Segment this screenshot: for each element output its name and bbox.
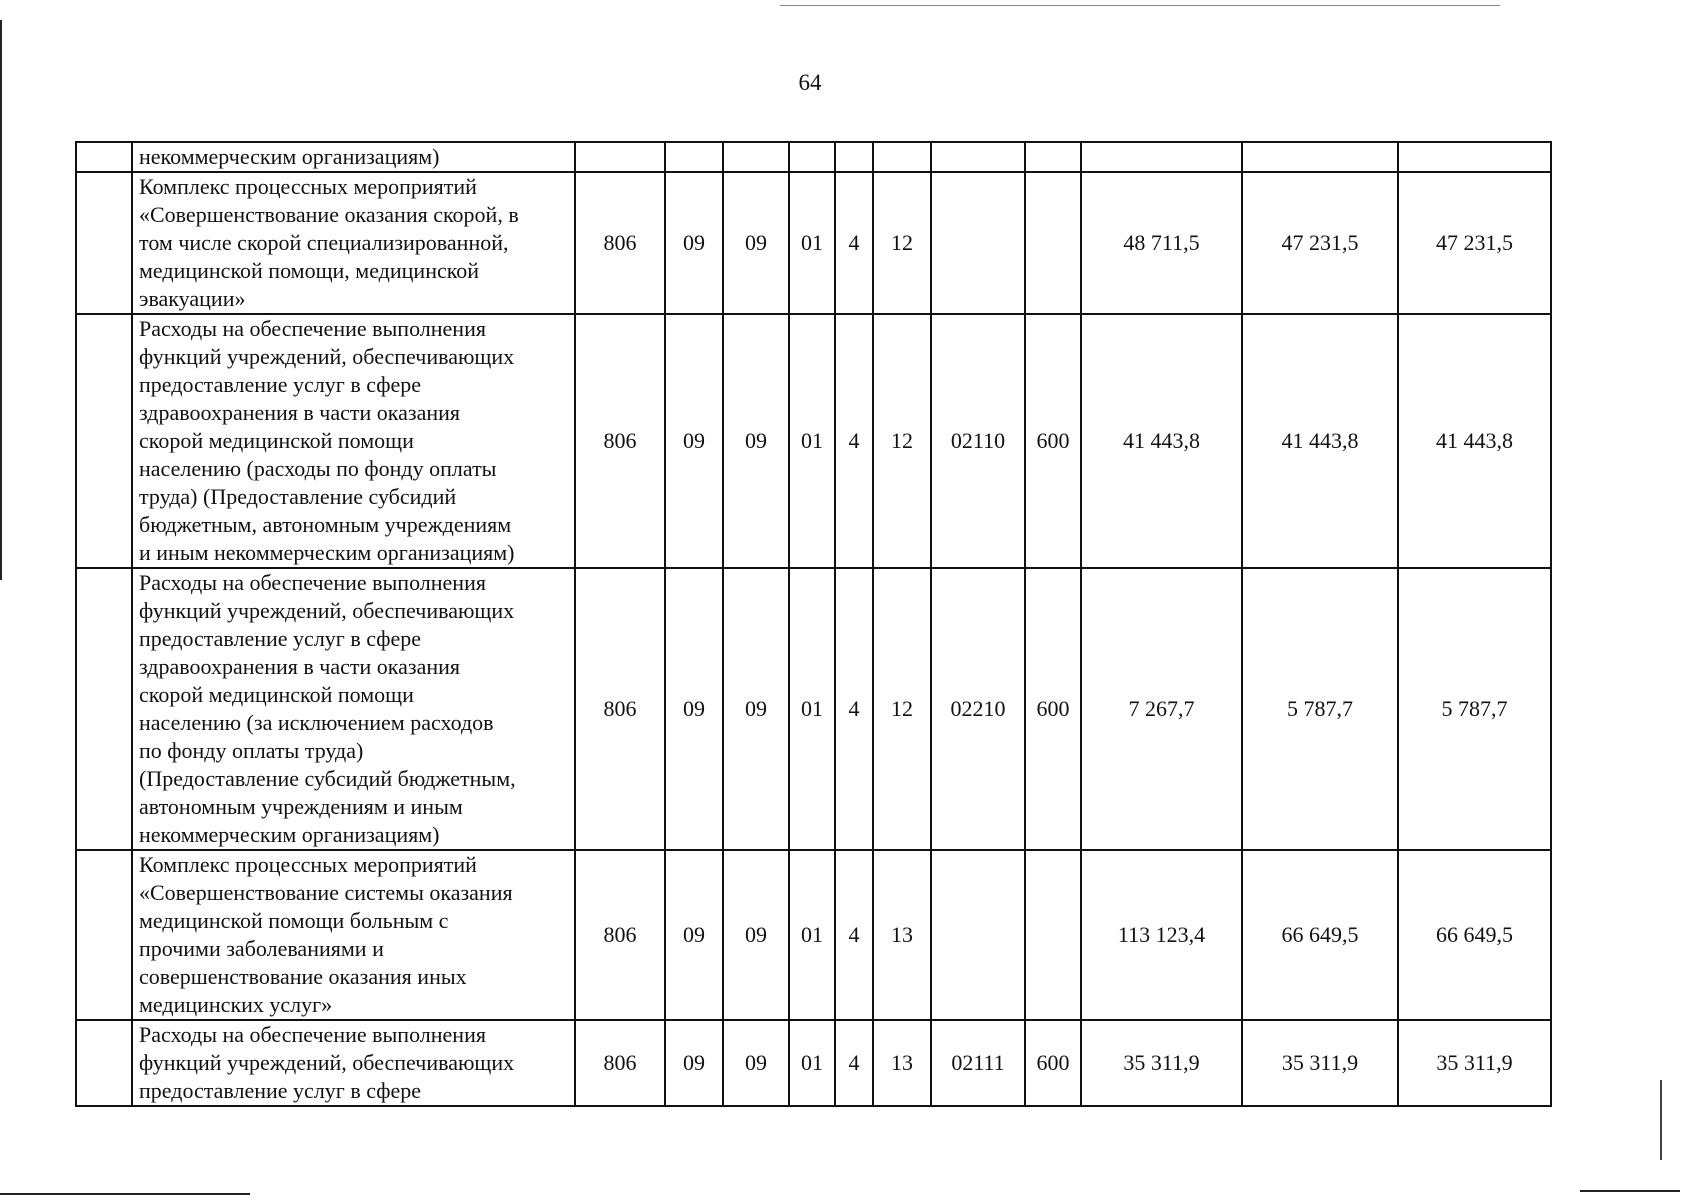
amount-year3-cell (1398, 142, 1551, 172)
table-row (76, 142, 1551, 172)
scan-mark-bottom-right-line (1580, 1190, 1680, 1192)
description-cell (132, 172, 575, 314)
code-expense-type-cell (1025, 142, 1081, 172)
description-line: медицинской помощи больным с (139, 908, 449, 933)
amount-year3-cell: 47 231,5 (1398, 172, 1551, 314)
code-type-cell (835, 142, 873, 172)
description-line: эвакуации» (139, 286, 246, 311)
amount-year3-cell: 35 311,9 (1398, 1020, 1551, 1106)
amount-year2-cell: 47 231,5 (1242, 172, 1398, 314)
code-expense-type-cell (1025, 172, 1081, 314)
code-subsection-cell (723, 142, 789, 172)
row-number-cell (76, 850, 132, 1020)
code-section-cell (665, 142, 723, 172)
code-complex-cell: 12 (873, 172, 931, 314)
row-number-cell (76, 142, 132, 172)
code-type-cell: 4 (835, 314, 873, 568)
code-ministry-cell (575, 142, 665, 172)
code-complex-cell: 12 (873, 314, 931, 568)
code-subsection-cell: 09 (723, 1020, 789, 1106)
amount-year1-cell: 7 267,7 (1081, 568, 1242, 850)
code-expense-type-cell: 600 (1025, 314, 1081, 568)
description-line: предоставление услуг в сфере (139, 626, 422, 651)
description-line: функций учреждений, обеспечивающих (139, 1050, 515, 1075)
code-program-cell: 01 (789, 1020, 835, 1106)
description-line: некоммерческим организациям) (139, 822, 440, 847)
table-row (76, 314, 1551, 568)
description-line: населению (за исключением расходов (139, 710, 494, 735)
row-number-cell (76, 1020, 132, 1106)
code-subsection-cell: 09 (723, 568, 789, 850)
code-type-cell: 4 (835, 1020, 873, 1106)
description-line: медицинских услуг» (139, 992, 333, 1017)
row-number-cell (76, 568, 132, 850)
code-ministry-cell: 806 (575, 1020, 665, 1106)
amount-year2-cell: 35 311,9 (1242, 1020, 1398, 1106)
amount-year3-cell: 66 649,5 (1398, 850, 1551, 1020)
code-section-cell: 09 (665, 568, 723, 850)
amount-year1-cell: 113 123,4 (1081, 850, 1242, 1020)
code-complex-cell: 13 (873, 1020, 931, 1106)
code-section-cell: 09 (665, 314, 723, 568)
description-line: здравоохранения в части оказания (139, 400, 461, 425)
description-line: и иным некоммерческим организациям) (139, 540, 515, 565)
code-ministry-cell: 806 (575, 314, 665, 568)
table-row (76, 850, 1551, 1020)
amount-year3-cell: 5 787,7 (1398, 568, 1551, 850)
table-row (76, 172, 1551, 314)
amount-year2-cell: 41 443,8 (1242, 314, 1398, 568)
description-cell (132, 568, 575, 850)
scan-mark-top-line (780, 5, 1500, 6)
code-complex-cell (873, 142, 931, 172)
code-type-cell: 4 (835, 850, 873, 1020)
amount-year3-cell: 41 443,8 (1398, 314, 1551, 568)
code-section-cell: 09 (665, 850, 723, 1020)
code-subsection-cell: 09 (723, 850, 789, 1020)
code-direction-cell (931, 850, 1025, 1020)
code-program-cell: 01 (789, 568, 835, 850)
amount-year1-cell: 48 711,5 (1081, 172, 1242, 314)
code-direction-cell (931, 172, 1025, 314)
description-line: Комплекс процессных мероприятий (139, 852, 477, 877)
code-expense-type-cell: 600 (1025, 568, 1081, 850)
description-cell (132, 850, 575, 1020)
code-ministry-cell: 806 (575, 172, 665, 314)
code-direction-cell (931, 142, 1025, 172)
code-ministry-cell: 806 (575, 850, 665, 1020)
budget-table-body (76, 142, 1551, 1106)
description-line: скорой медицинской помощи (139, 428, 414, 453)
amount-year2-cell (1242, 142, 1398, 172)
description-line: Расходы на обеспечение выполнения (139, 1022, 486, 1047)
amount-year1-cell: 35 311,9 (1081, 1020, 1242, 1106)
description-line: прочими заболеваниями и (139, 936, 384, 961)
scan-mark-left-edge (0, 20, 2, 580)
code-direction-cell: 02111 (931, 1020, 1025, 1106)
description-cell (132, 142, 575, 172)
description-line: некоммерческим организациям) (139, 144, 440, 169)
amount-year1-cell (1081, 142, 1242, 172)
code-expense-type-cell: 600 (1025, 1020, 1081, 1106)
row-number-cell (76, 172, 132, 314)
amount-year1-cell: 41 443,8 (1081, 314, 1242, 568)
code-section-cell: 09 (665, 1020, 723, 1106)
description-line: скорой медицинской помощи (139, 682, 414, 707)
description-line: Расходы на обеспечение выполнения (139, 570, 486, 595)
row-number-cell (76, 314, 132, 568)
description-line: том числе скорой специализированной, (139, 230, 509, 255)
description-cell (132, 314, 575, 568)
description-line: совершенствование оказания иных (139, 964, 467, 989)
code-direction-cell: 02210 (931, 568, 1025, 850)
description-line: функций учреждений, обеспечивающих (139, 598, 515, 623)
description-line: (Предоставление субсидий бюджетным, (139, 766, 516, 791)
scan-mark-right-dashes (1660, 1080, 1662, 1160)
code-program-cell: 01 (789, 314, 835, 568)
code-type-cell: 4 (835, 568, 873, 850)
code-program-cell (789, 142, 835, 172)
description-line: труда) (Предоставление субсидий (139, 484, 457, 509)
code-type-cell: 4 (835, 172, 873, 314)
description-line: автономным учреждениям и иным (139, 794, 463, 819)
code-expense-type-cell (1025, 850, 1081, 1020)
code-complex-cell: 12 (873, 568, 931, 850)
code-complex-cell: 13 (873, 850, 931, 1020)
code-subsection-cell: 09 (723, 314, 789, 568)
amount-year2-cell: 5 787,7 (1242, 568, 1398, 850)
description-cell (132, 1020, 575, 1106)
code-subsection-cell: 09 (723, 172, 789, 314)
amount-year2-cell: 66 649,5 (1242, 850, 1398, 1020)
description-line: медицинской помощи, медицинской (139, 258, 480, 283)
table-row (76, 568, 1551, 850)
table-row (76, 1020, 1551, 1106)
description-line: здравоохранения в части оказания (139, 654, 461, 679)
code-program-cell: 01 (789, 850, 835, 1020)
description-line: предоставление услуг в сфере (139, 372, 422, 397)
code-section-cell: 09 (665, 172, 723, 314)
description-line: «Совершенствование оказания скорой, в (139, 202, 519, 227)
description-line: по фонду оплаты труда) (139, 738, 364, 763)
page-number: 64 (798, 70, 822, 95)
description-line: «Совершенствование системы оказания (139, 880, 513, 905)
code-ministry-cell: 806 (575, 568, 665, 850)
scan-mark-bottom-line (0, 1193, 250, 1195)
code-direction-cell: 02110 (931, 314, 1025, 568)
description-line: предоставление услуг в сфере (139, 1078, 422, 1103)
description-line: населению (расходы по фонду оплаты (139, 456, 497, 481)
description-line: Расходы на обеспечение выполнения (139, 316, 486, 341)
description-line: функций учреждений, обеспечивающих (139, 344, 515, 369)
code-program-cell: 01 (789, 172, 835, 314)
description-line: бюджетным, автономным учреждениям (139, 512, 512, 537)
description-line: Комплекс процессных мероприятий (139, 174, 477, 199)
budget-table (75, 141, 1552, 1107)
